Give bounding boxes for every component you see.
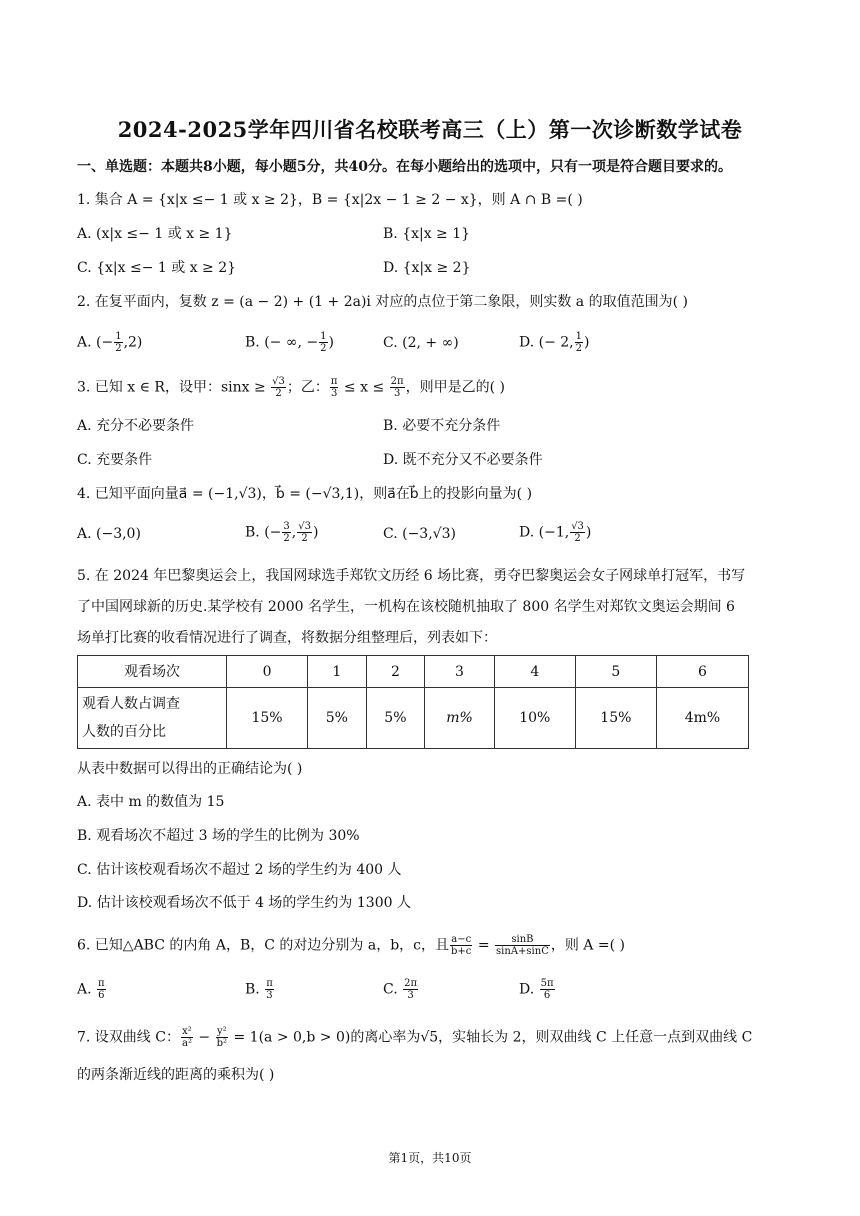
question-5-prompt: 从表中数据可以得出的正确结论为( ) bbox=[77, 761, 303, 777]
question-2-stem: 2. 在复平面内，复数 z = (a − 2) + (1 + 2a)i 对应的点位于第二象限，则实数 a 的取值范围为( ) bbox=[77, 294, 688, 310]
q1-stem-body: A = {x|x ≤− 1 或 x ≥ 2}，B = {x|2x − 1 ≥ 2 − x}，则 A ∩ B =( ) bbox=[127, 192, 583, 208]
fraction: $\frac{√3}{2}$ bbox=[298, 521, 311, 544]
q5-option-b: B. 观看场次不超过 3 场的学生的比例为 30% bbox=[77, 828, 360, 844]
fraction: $\frac{1}{2}$ bbox=[320, 331, 327, 354]
table-cell: 4m% bbox=[656, 688, 748, 749]
fraction: $\frac{\pi}{6}$ bbox=[98, 978, 105, 1001]
fraction: $\frac{2\pi}{3}$ bbox=[390, 376, 404, 399]
table-cell: 5% bbox=[366, 688, 425, 749]
table-cell: 6 bbox=[656, 656, 748, 688]
question-5-line-2: 了中国网球新的历史.某学校有 2000 名学生，一机构在该校随机抽取了 800 名学生对郑钦文奥运会期间 6 bbox=[77, 599, 735, 615]
q4-option-b: B. (− $\frac{3}{2}$ , $\frac{√3}{2}$ ) bbox=[245, 521, 319, 544]
q4-option-a: A. (−3,0) bbox=[77, 526, 141, 542]
page-title: 2024-2025学年四川省名校联考高三（上）第一次诊断数学试卷 bbox=[117, 117, 743, 142]
question-4-stem: 4. 已知平面向量a⃗ = (−1,√3)，b⃗ = (−√3,1)，则a⃗在b⃗上的投影向量为( ) bbox=[77, 486, 533, 502]
q1-option-b: B. {x|x ≥ 1} bbox=[383, 226, 471, 242]
q1-option-d: D. {x|x ≥ 2} bbox=[383, 260, 471, 276]
q3-option-a: A. 充分不必要条件 bbox=[77, 418, 195, 434]
q6-option-a: A. $\frac{\pi}{6}$ bbox=[77, 978, 105, 1001]
q6-option-b: B. $\frac{\pi}{3}$ bbox=[245, 978, 273, 1001]
section-heading: 一、单选题：本题共8小题，每小题5分，共40分。在每小题给出的选项中，只有一项是符合题目要求的。 bbox=[77, 159, 732, 175]
q3-option-d: D. 既不充分又不必要条件 bbox=[383, 452, 543, 468]
fraction: $\frac{\sin B}{\sin A+\sin C}$ bbox=[496, 934, 549, 957]
table-cell: 0 bbox=[227, 656, 308, 688]
q1-option-c: C. {x|x ≤− 1 或 x ≥ 2} bbox=[77, 260, 237, 276]
table-cell: 3 bbox=[425, 656, 495, 688]
question-1-stem bbox=[77, 190, 583, 210]
q1-option-a: A. (x|x ≤− 1 或 x ≥ 1} bbox=[77, 226, 233, 242]
q6-option-d: D. $\frac{5\pi}{6}$ bbox=[519, 978, 554, 1001]
fraction: $\frac{3}{2}$ bbox=[283, 521, 290, 544]
page-footer: 第1页，共10页 bbox=[388, 1151, 472, 1165]
q6-option-c: C. $\frac{2\pi}{3}$ bbox=[383, 978, 418, 1001]
question-7-stem: 7. 设双曲线 C： $\frac{\text{x²}}{\text{a²}}$ − $\frac{\text{y²}}{\text{b²}}$ = 1(a > 0,b > 0)的离心率为√5，实轴长为 2，则双曲线 C 上任意一点到双曲线 C bbox=[77, 1026, 753, 1049]
table-cell: m% bbox=[425, 688, 495, 749]
table-row-label: 观看人数占调查 人数的百分比 bbox=[78, 688, 227, 749]
fraction: $\frac{1}{2}$ bbox=[115, 331, 122, 354]
viewing-stats-table bbox=[77, 655, 749, 749]
fraction: $\frac{\text{x²}}{\text{a²}}$ bbox=[181, 1026, 192, 1049]
fraction: $\frac{5\pi}{6}$ bbox=[540, 978, 554, 1001]
q3-option-b: B. 必要不充分条件 bbox=[383, 418, 501, 434]
fraction: $\frac{a-c}{b+c}$ bbox=[451, 934, 472, 957]
fraction: $\frac{√3}{2}$ bbox=[272, 376, 285, 399]
table-cell: 1 bbox=[308, 656, 367, 688]
question-3-stem: 3. 已知 x ∈ R，设甲：sinx ≥ $\frac{√3}{2}$ ；乙： $\frac{\pi}{3}$ ≤ x ≤ $\frac{2\pi}{3}$ ，则甲是乙的( ) bbox=[77, 376, 505, 399]
q2-option-d: D. (− 2, $\frac{1}{2}$ ) bbox=[519, 331, 590, 354]
table-row bbox=[78, 688, 749, 749]
q5-option-a: A. 表中 m 的数值为 15 bbox=[77, 794, 225, 810]
table-cell: 10% bbox=[494, 688, 575, 749]
q5-option-c: C. 估计该校观看场次不超过 2 场的学生约为 400 人 bbox=[77, 862, 402, 878]
fraction: $\frac{1}{2}$ bbox=[575, 331, 583, 354]
q4-option-c: C. (−3,√3) bbox=[383, 526, 456, 542]
q2-option-a: A. (− $\frac{1}{2}$ ,2) bbox=[77, 331, 143, 354]
q4-option-d: D. (−1, $\frac{√3}{2}$ ) bbox=[519, 521, 592, 544]
q2-option-b: B. (− ∞, − $\frac{1}{2}$ ) bbox=[245, 331, 334, 354]
table-header-label: 观看场次 bbox=[78, 656, 227, 688]
table-cell: 2 bbox=[366, 656, 425, 688]
table-cell: 4 bbox=[494, 656, 575, 688]
table-header-row bbox=[78, 656, 749, 688]
fraction: $\frac{\text{y²}}{\text{b²}}$ bbox=[216, 1026, 228, 1049]
question-5-line-3: 场单打比赛的收看情况进行了调查，将数据分组整理后，列表如下： bbox=[77, 630, 497, 646]
q3-option-c: C. 充要条件 bbox=[77, 452, 153, 468]
q2-option-c: C. (2, + ∞) bbox=[383, 335, 459, 351]
table-cell: 5% bbox=[308, 688, 367, 749]
fraction: $\frac{2\pi}{3}$ bbox=[404, 978, 418, 1001]
question-7-line-2: 的两条渐近线的距离的乘积为( ) bbox=[77, 1067, 275, 1083]
question-6-stem: 6. 已知△ABC 的内角 A，B，C 的对边分别为 a，b，c，且 $\frac{a-c}{b+c}$ = $\frac{\sin B}{\sin A+\sin C}$ ，则 A =( ) bbox=[77, 934, 625, 957]
table-cell: 15% bbox=[575, 688, 656, 749]
fraction: $\frac{\pi}{3}$ bbox=[266, 978, 273, 1001]
question-5-line-1: 5. 在 2024 年巴黎奥运会上，我国网球选手郑钦文历经 6 场比赛，勇夺巴黎奥运会女子网球单打冠军，书写 bbox=[77, 568, 746, 584]
table-cell: 15% bbox=[227, 688, 308, 749]
q1-stem-prefix: 1. 集合 bbox=[77, 192, 128, 208]
table-cell: 5 bbox=[575, 656, 656, 688]
fraction: $\frac{\pi}{3}$ bbox=[330, 376, 338, 399]
q5-option-d: D. 估计该校观看场次不低于 4 场的学生约为 1300 人 bbox=[77, 895, 411, 911]
fraction: $\frac{√3}{2}$ bbox=[571, 521, 584, 544]
